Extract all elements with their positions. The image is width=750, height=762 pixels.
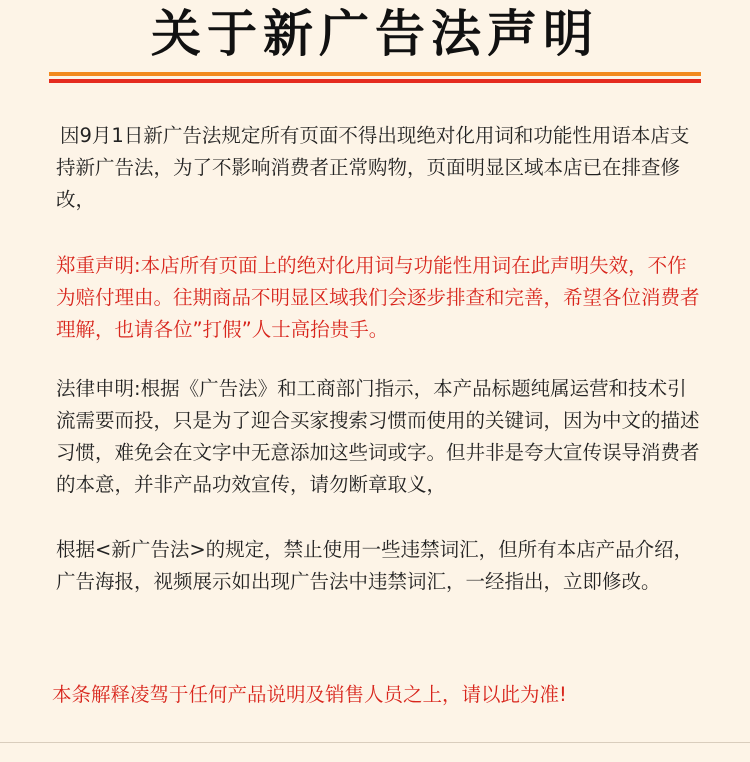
bottom-divider [0,742,750,743]
prohibited-words-paragraph: 根据<新广告法>的规定，禁止使用一些违禁词汇，但所有本店产品介绍，广告海报，视频展示如出现广告法中违禁词汇，一经指出，立即修改。 [56,538,694,593]
solemn-declaration-paragraph: 郑重声明:本店所有页面上的绝对化用词与功能性用词在此声明失效，不作为赔付理由。往期商品不明显区域我们会逐步排查和完善，希望各位消费者理解，也请各位”打假”人士高抬贵手。 [56,254,700,341]
title-underline-orange [49,72,701,76]
legal-statement-paragraph: 法律申明:根据《广告法》和工商部门指示，本产品标题纯属运营和技术引流需要而投，只是为了迎合买家搜索习惯而使用的关键词，因为中文的描述习惯，难免会在文字中无意添加这些词或字。但井非是夸大宣传误导消费者的本意，并非产品功效宣传，请勿断章取义， [56,377,700,496]
page-title: 关于新广告法声明 [151,5,599,63]
title-underline-red [49,79,701,83]
notice-paragraph: 因9月1日新广告法规定所有页面不得出现绝对化用词和功能性用语本店支持新广告法，为了不影响消费者正常购物，页面明显区域本店已在排查修改， [56,124,690,211]
final-interpretation-note: 本条解释凌驾于任何产品说明及销售人员之上，请以此为准! [52,683,567,706]
